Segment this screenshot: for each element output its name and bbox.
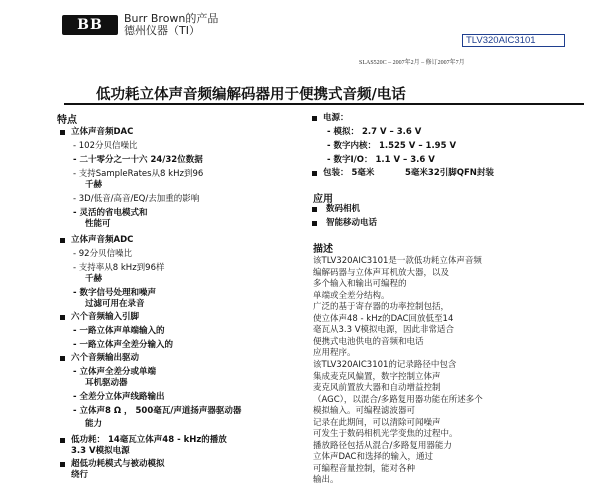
desc-line: 输出。 bbox=[313, 475, 339, 483]
title-rule bbox=[64, 103, 584, 105]
brand-text bbox=[124, 13, 218, 37]
bullet-icon bbox=[60, 438, 65, 443]
description-heading: 描述 bbox=[313, 244, 333, 255]
feature-item-cont: 3.3 V模拟电源 bbox=[71, 446, 130, 456]
doc-id: SLAS520C – 2007年2月 – 修订2007年7月 bbox=[359, 60, 465, 66]
feature-item: 六个音频输出驱动 bbox=[71, 353, 140, 363]
package-label: 包装： 5毫米 bbox=[323, 168, 375, 178]
power-item: - 数字I/O： 1.1 V – 3.6 V bbox=[327, 155, 435, 165]
applications-heading: 应用 bbox=[313, 194, 333, 205]
feature-subitem: - 3D/低音/高音/EQ/去加重的影响 bbox=[73, 194, 200, 204]
description-paragraph-2 bbox=[313, 360, 503, 483]
bullet-icon bbox=[60, 238, 65, 243]
bb-logo: BB bbox=[62, 15, 118, 35]
feature-subitem: - 立体声全差分或单端 bbox=[73, 367, 156, 377]
bullet-icon bbox=[312, 221, 317, 226]
desc-line: 单端或全差分结构。 bbox=[313, 290, 390, 301]
power-item: - 模拟： 2.7 V – 3.6 V bbox=[327, 127, 422, 137]
feature-item: 立体声音频DAC bbox=[71, 127, 134, 137]
feature-subitem-cont: 过滤可用在录音 bbox=[85, 299, 145, 309]
feature-item: 六个音频输入引脚 bbox=[71, 312, 140, 322]
feature-subitem: - 全差分立体声线路输出 bbox=[73, 392, 165, 402]
desc-line: 可编程音量控制，能对各种 bbox=[313, 463, 416, 474]
feature-subitem-cont: 性能可 bbox=[85, 219, 111, 229]
bullet-icon bbox=[312, 116, 317, 121]
desc-line: 可发生于数码相机光学变焦的过程中。 bbox=[313, 429, 458, 439]
features-heading: 特点 bbox=[57, 115, 77, 126]
feature-subitem-cont: 耳机驱动器 bbox=[85, 378, 128, 388]
desc-line: 麦克风前置放大器和自动增益控制 bbox=[313, 383, 441, 393]
desc-line: （AGC），以混合/多路复用器功能在所述多个 bbox=[313, 394, 483, 405]
feature-subitem: - 一路立体声全差分输入的 bbox=[73, 340, 173, 350]
desc-line: 该TLV320AIC3101是一款低功耗立体声音频 bbox=[313, 256, 482, 266]
desc-line: 使立体声48 - kHz的DAC回放低至14 bbox=[313, 313, 454, 324]
feature-item: 立体声音频ADC bbox=[71, 235, 134, 245]
bullet-icon bbox=[60, 462, 65, 467]
package-desc: 5毫米32引脚QFN封装 bbox=[405, 168, 494, 178]
feature-item: 超低功耗模式与被动模拟 bbox=[71, 459, 165, 469]
feature-item-cont: 绕行 bbox=[71, 470, 89, 480]
feature-subitem: - 102分贝信噪比 bbox=[73, 141, 138, 151]
brand-line-2: 德州仪器（TI） bbox=[124, 24, 200, 37]
desc-line: 多个输入和输出可编程的 bbox=[313, 279, 407, 289]
feature-subitem: - 数字信号处理和噪声 bbox=[73, 288, 156, 298]
desc-line: 记录在此期间，可以清除可闻噪声 bbox=[313, 417, 441, 428]
feature-subitem: - 92分贝信噪比 bbox=[73, 249, 133, 259]
feature-subitem-cont: 千赫 bbox=[85, 180, 103, 190]
desc-line: 立体声DAC和选择的输入，通过 bbox=[313, 452, 433, 462]
page-title: 低功耗立体声音频编解码器用于便携式音频/电话 bbox=[96, 86, 406, 103]
brand-line-1: Burr Brown的产品 bbox=[124, 12, 219, 25]
desc-line: 广泛的基于寄存器的功率控制包括， bbox=[313, 302, 450, 312]
feature-subitem: - 支持SampleRates从8 kHz到96 bbox=[73, 169, 204, 179]
desc-line: 编解码器与立体声耳机放大器，以及 bbox=[313, 267, 450, 278]
desc-line: 播放路径包括从混合/多路复用器能力 bbox=[313, 440, 452, 451]
feature-subitem-cont: 千赫 bbox=[85, 274, 103, 284]
feature-subitem: - 灵活的省电模式和 bbox=[73, 208, 148, 218]
desc-line: 应用程序。 bbox=[313, 348, 356, 358]
feature-subitem: - 一路立体声单端输入的 bbox=[73, 326, 165, 336]
desc-line: 毫瓦从3.3 V模拟电源，因此非常适合 bbox=[313, 325, 455, 335]
feature-subitem: - 立体声8 Ω ， 500毫瓦/声道扬声器驱动器 bbox=[73, 406, 242, 416]
bullet-icon bbox=[312, 171, 317, 176]
desc-line: 该TLV320AIC3101的记录路径中包含 bbox=[313, 360, 457, 370]
description-paragraph-1 bbox=[313, 256, 503, 360]
feature-subitem: - 支持率从8 kHz到96样 bbox=[73, 263, 165, 273]
power-heading: 电源： bbox=[323, 113, 349, 123]
bullet-icon bbox=[60, 356, 65, 361]
bullet-icon bbox=[312, 207, 317, 212]
part-number-link[interactable]: TLV320AIC3101 bbox=[462, 34, 565, 47]
feature-subitem: - 二十零分之一十六 24/32位数据 bbox=[73, 155, 203, 165]
bullet-icon bbox=[60, 130, 65, 135]
power-item: - 数字内核： 1.525 V – 1.95 V bbox=[327, 141, 457, 151]
application-item: 智能移动电话 bbox=[326, 218, 378, 228]
application-item: 数码相机 bbox=[326, 204, 361, 214]
desc-line: 模拟输入。可编程滤波器可 bbox=[313, 406, 416, 416]
bullet-icon bbox=[60, 315, 65, 320]
desc-line: 便携式电池供电的音频和电话 bbox=[313, 336, 424, 347]
desc-line: 集成麦克风偏置，数字控制立体声 bbox=[313, 371, 441, 382]
feature-subitem-cont: 能力 bbox=[85, 419, 103, 429]
feature-item: 低功耗： 14毫瓦立体声48 - kHz的播放 bbox=[71, 435, 227, 445]
